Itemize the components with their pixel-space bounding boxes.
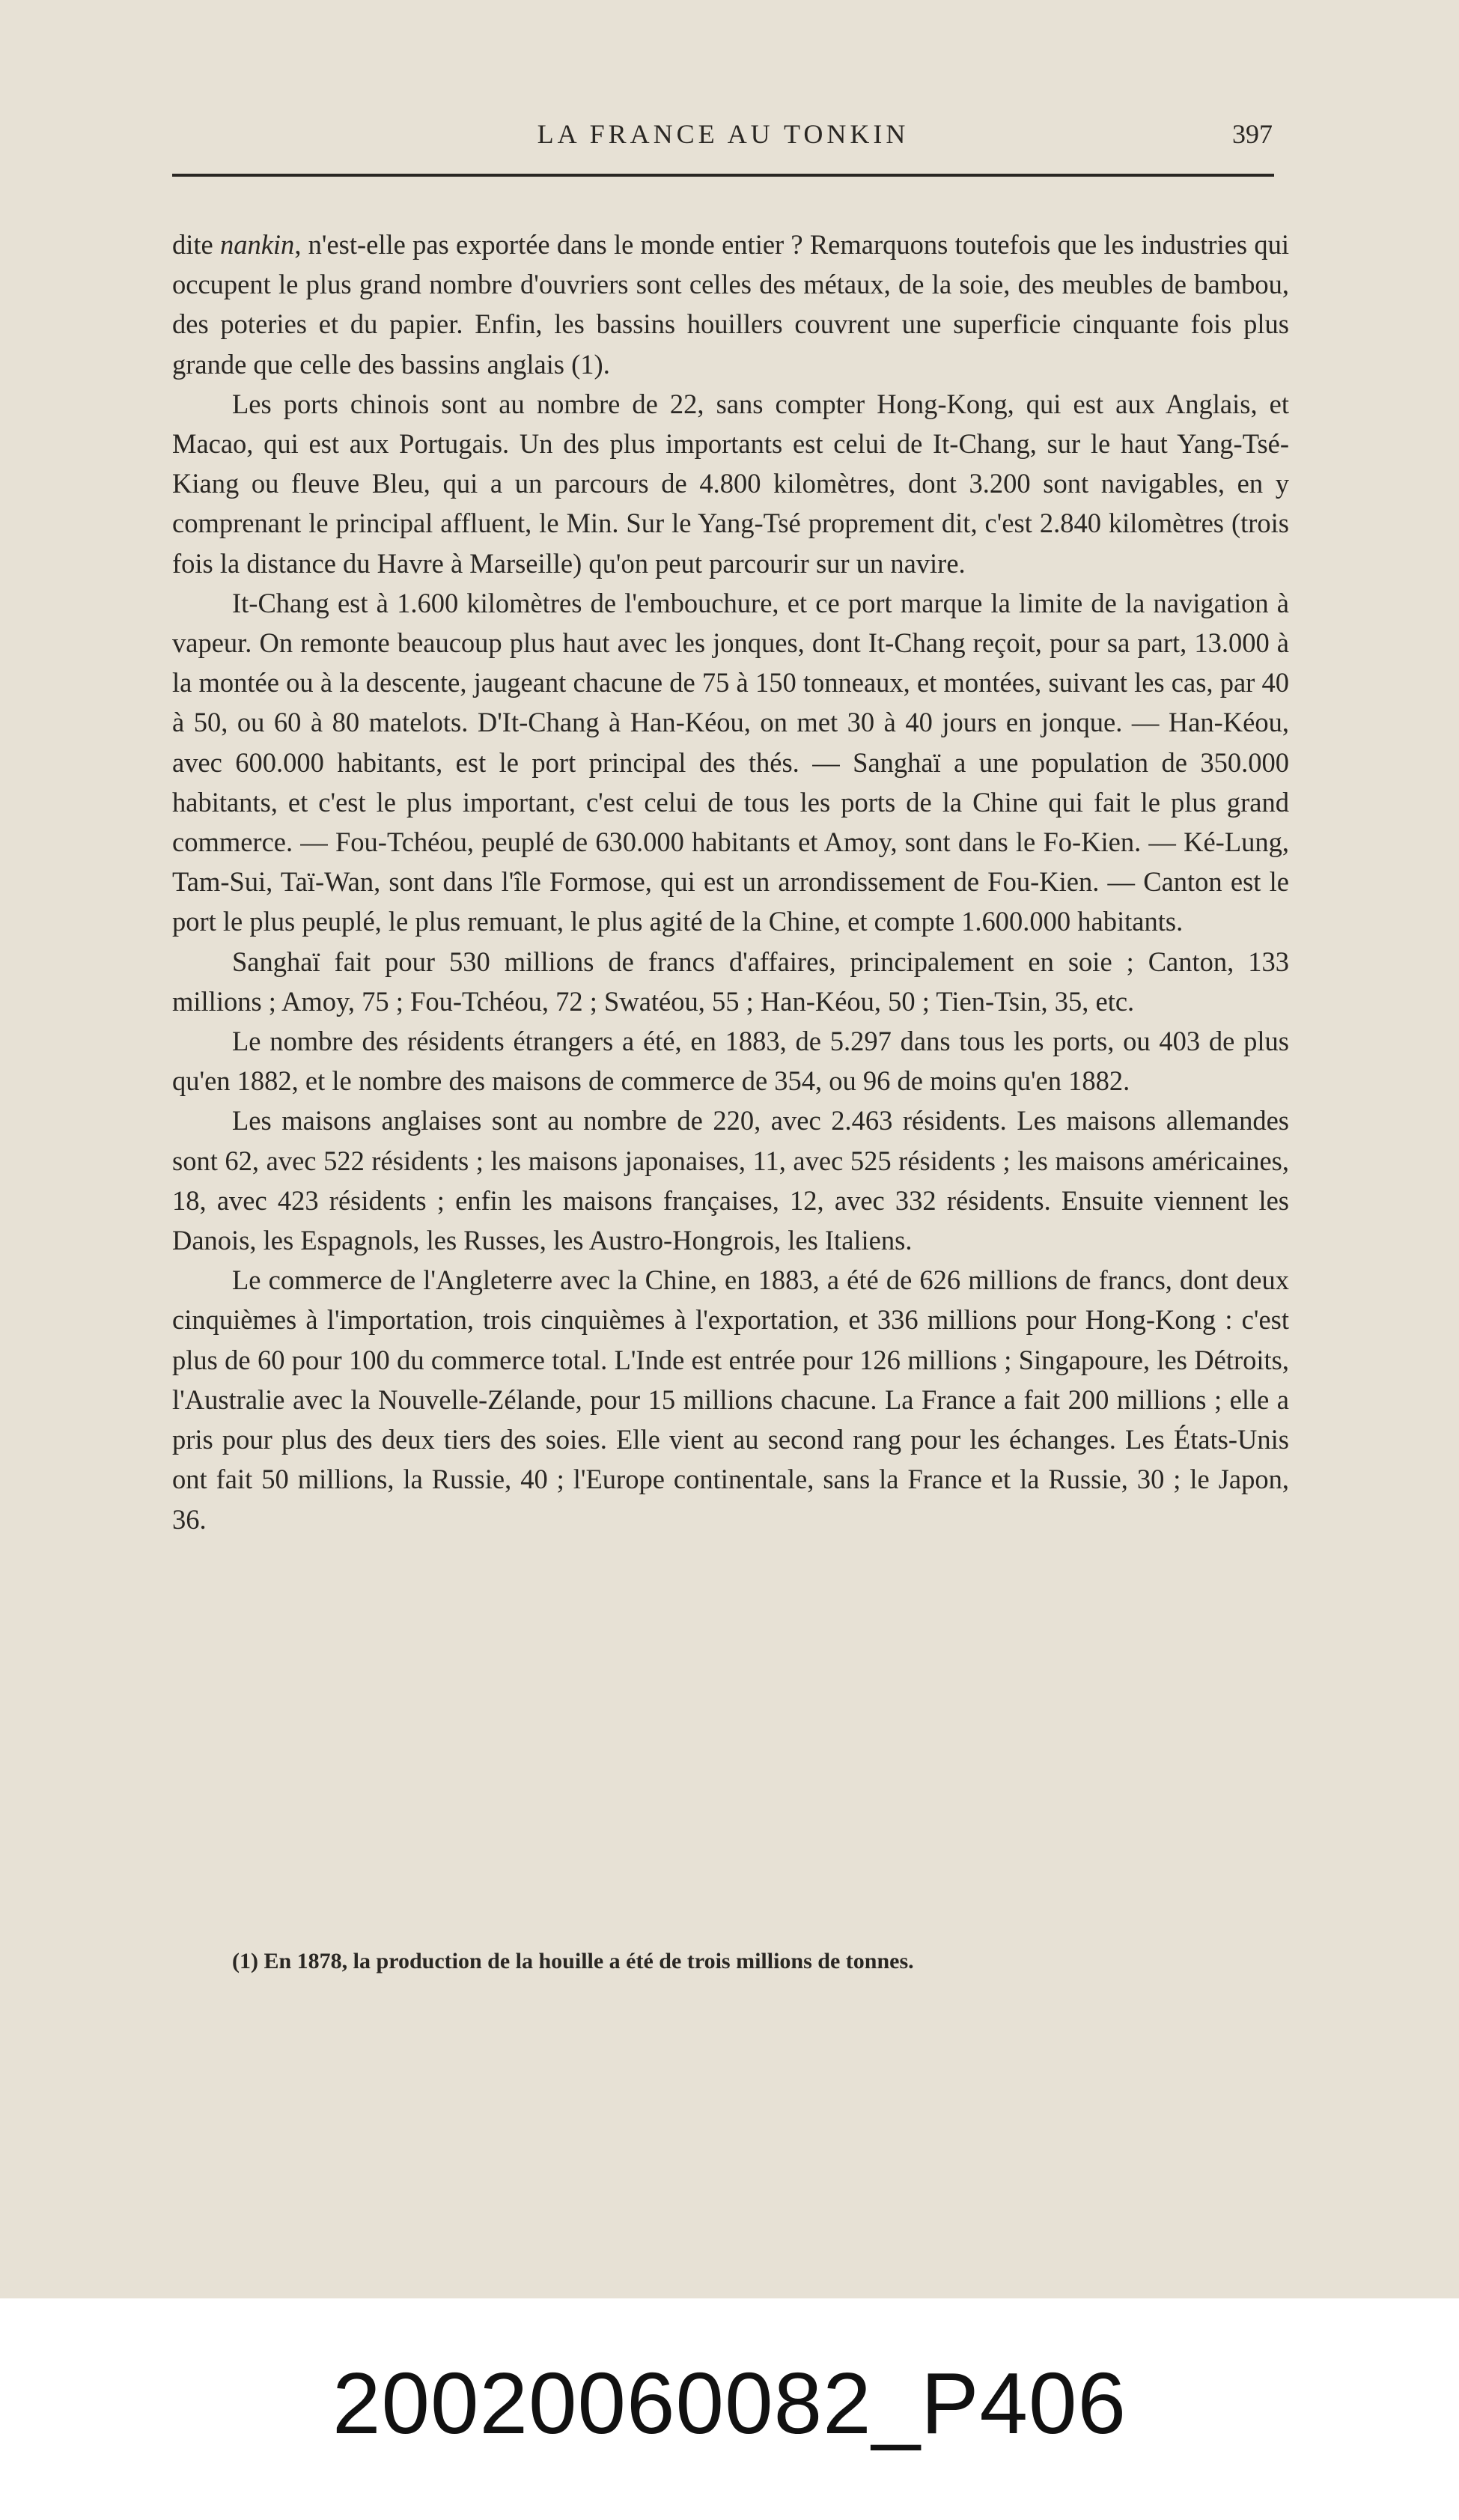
paragraph-5: Le nombre des résidents étrangers a été, en 1883, de 5.297 dans tous les ports, ou 403 de plus qu'en 1882, et le nombre des maisons de commerce de 354, ou 96 de moins qu'en 1882.	[172, 1026, 1289, 1097]
paragraph-2: Les ports chinois sont au nombre de 22, sans compter Hong-Kong, qui est aux Anglais, et Macao, qui est aux Portugais. Un des plus importants est celui de It-Chang, sur le haut Yang-Tsé-Kiang ou fleuve Bleu, qui a un parcours de 4.800 kilomètres, dont 3.200 sont navigables, en y comprenant le principal affluent, le Min. Sur le Yang-Tsé proprement dit, c'est 2.840 kilomètres (trois fois la distance du Havre à Marseille) qu'on peut parcourir sur un navire.	[172, 388, 1289, 579]
catalog-id: 20020060082_P406	[332, 2355, 1127, 2452]
body-text	[172, 225, 1289, 1539]
page-number: 397	[1232, 119, 1273, 149]
paragraph-3: It-Chang est à 1.600 kilomètres de l'embouchure, et ce port marque la limite de la navigation à vapeur. On remonte beaucoup plus haut avec les jonques, dont It-Chang reçoit, pour sa part, 13.000 à la montée ou à la descente, jaugeant chacune de 75 à 150 tonneaux, et montées, suivant les cas, par 40 à 50, ou 60 à 80 matelots. D'It-Chang à Han-Kéou, on met 30 à 40 jours en jonque. — Han-Kéou, avec 600.000 habitants, est le port principal des thés. — Sanghaï a une population de 350.000 habitants, et c'est le plus important, c'est celui de tous les ports de la Chine qui fait le plus grand commerce. — Fou-Tchéou, peuplé de 630.000 habitants et Amoy, sont dans le Fo-Kien. — Ké-Lung, Tam-Sui, Taï-Wan, sont dans l'île Formose, qui est un arrondissement de Fou-Kien. — Canton est le port le plus peuplé, le plus remuant, le plus agité de la Chine, et compte 1.600.000 habitants.	[172, 587, 1289, 937]
page-header	[174, 112, 1273, 172]
paragraph-7: Le commerce de l'Angleterre avec la Chine, en 1883, a été de 626 millions de francs, dont deux cinquièmes à l'importation, trois cinquièmes à l'exportation, et 336 millions pour Hong-Kong : c'est plus de 60 pour 100 du commerce total. L'Inde est entrée pour 126 millions ; Singapoure, les Détroits, l'Australie avec la Nouvelle-Zélande, pour 15 millions chacune. La France a fait 200 millions ; elle a pris pour plus des deux tiers des soies. Elle vient au second rang pour les échanges. Les États-Unis ont fait 50 millions, la Russie, 40 ; l'Europe continentale, sans la France et la Russie, 30 ; le Japon, 36.	[172, 1264, 1289, 1535]
paragraph-1	[172, 225, 1289, 384]
footnote: (1) En 1878, la production de la houille a été de trois millions de tonnes.	[232, 1949, 914, 1973]
paragraph-1-italic: nankin	[219, 229, 295, 260]
paragraph-1-text: , n'est-elle pas exportée dans le monde entier ? Remarquons toutefois que les industries qui occupent le plus grand nombre d'ouvriers sont celles des métaux, de la soie, des meubles de bambou, des poteries et du papier. Enfin, les bassins houillers couvrent une superficie cinquante fois plus grande que celle des bassins anglais (1).	[172, 229, 1289, 380]
paragraph-4: Sanghaï fait pour 530 millions de francs d'affaires, principalement en soie ; Canton, 133 millions ; Amoy, 75 ; Fou-Tchéou, 72 ; Swatéou, 55 ; Han-Kéou, 50 ; Tien-Tsin, 35, etc.	[172, 946, 1289, 1017]
header-rule	[172, 174, 1274, 177]
paragraph-6: Les maisons anglaises sont au nombre de 220, avec 2.463 résidents. Les maisons allemandes sont 62, avec 522 résidents ; les maisons japonaises, 11, avec 525 résidents ; les maisons américaines, 18, avec 423 résidents ; enfin les maisons françaises, 12, avec 332 résidents. Ensuite viennent les Danois, les Espagnols, les Russes, les Austro-Hongrois, les Italiens.	[172, 1105, 1289, 1256]
paragraph-1-prefix: dite	[172, 229, 220, 260]
running-title: LA FRANCE AU TONKIN	[537, 119, 910, 149]
